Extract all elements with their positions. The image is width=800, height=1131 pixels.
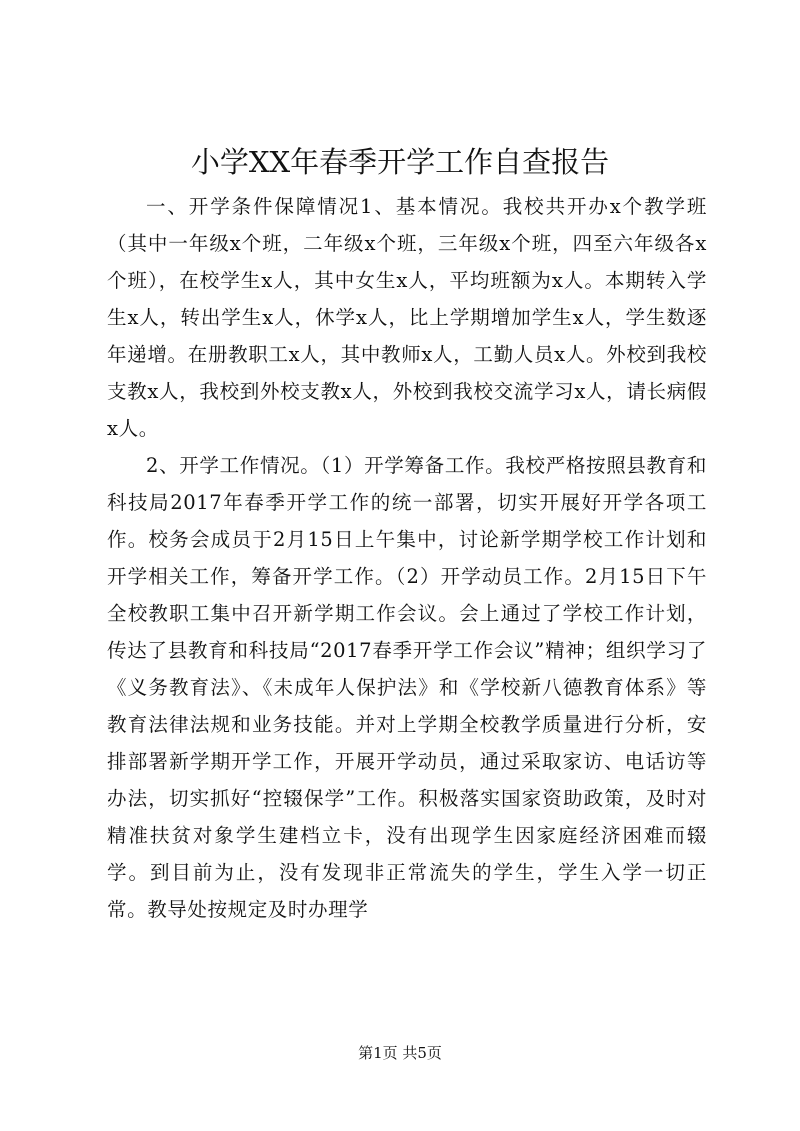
page-number-footer: 第1页 共5页 (358, 1044, 442, 1062)
paragraph: 2、开学工作情况。（1）开学筹备工作。我校严格按照县教育和科技局2017年春季开学工作的统一部署，切实开展好开学各项工作。校务会成员于2月15日上午集中，讨论新学期学校工作计划和开学相关工作，筹备开学工作。（2）开学动员工作。2月15日下午全校教职工集中召开新学期工作会议。会上通过了学校工作计划，传达了县教育和科技局“2017春季开学工作会议”精神；组织学习了《义务教育法》、《未成年人保护法》和《学校新八德教育体系》等教育法律法规和业务技能。并对上学期全校教学质量进行分析，安排部署新学期开学工作，开展开学动员，通过采取家访、电话访等办法，切实抓好“控辍保学”工作。积极落实国家资助政策，及时对精准扶贫对象学生建档立卡，没有出现学生因家庭经济困难而辍学。到目前为止，没有发现非正常流失的学生，学生入学一切正常。教导处按规定及时办理学 (107, 454, 707, 921)
page-title: 小学XX年春季开学工作自查报告 (190, 145, 610, 179)
paragraph: 一、开学条件保障情况1、基本情况。我校共开办x个教学班（其中一年级x个班，二年级x个班，三年级x个班，四至六年级各x个班），在校学生x人，其中女生x人，平均班额为x人。本期转入学生x人，转出学生x人，休学x人，比上学期增加学生x人，学生数逐年递增。在册教职工x人，其中教师x人，工勤人员x人。外校到我校支教x人，我校到外校支教x人，外校到我校交流学习x人，请长病假x人。 (107, 195, 707, 440)
document-body (107, 188, 707, 928)
